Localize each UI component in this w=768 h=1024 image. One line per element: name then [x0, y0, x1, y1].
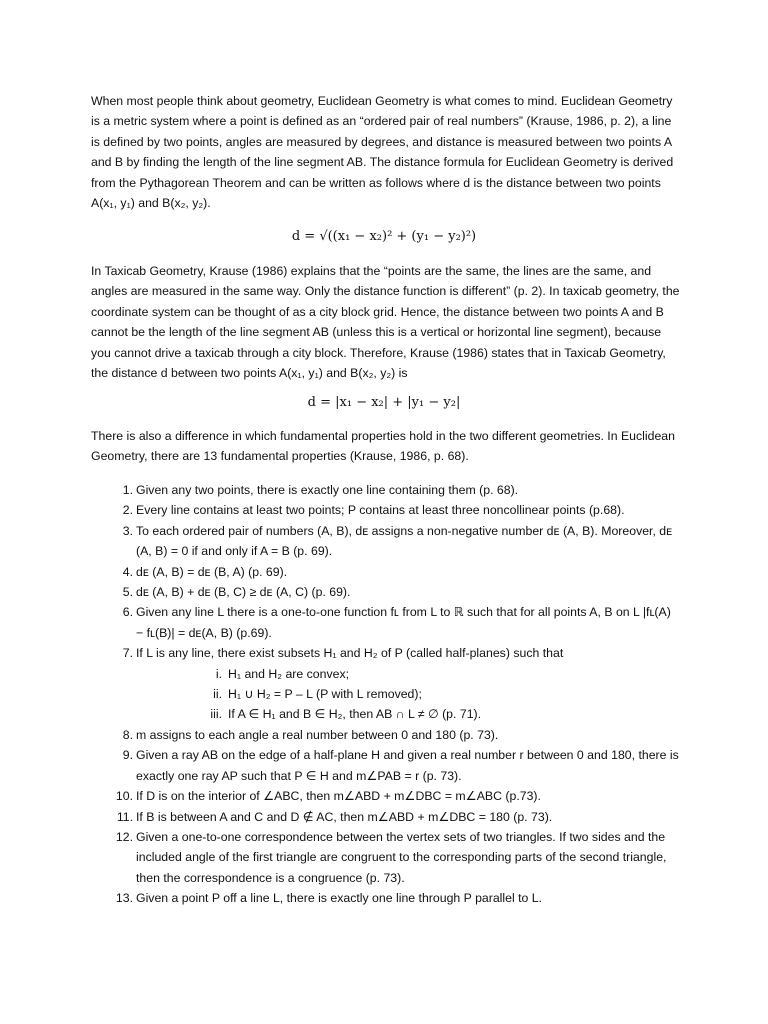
properties-list [91, 480, 681, 909]
list-item: 2. Every line contains at least two points; P contains at least three noncollinear points (p.68). [122, 503, 625, 518]
sublist-item: ii. H₁ ∪ H₂ = P – L (P with L removed); [213, 687, 422, 702]
list-item: 8. m assigns to each angle a real number between 0 and 180 (p. 73). [122, 727, 499, 742]
list-item: 11. If B is between A and C and D ∉ AC, then m∠ABD + m∠DBC = 180 (p. 73). [116, 809, 553, 824]
euclidean-distance-formula: d = √((x₁ − x₂)² + (y₁ − y₂)²) [291, 229, 477, 244]
paragraph-taxicab-intro: In Taxicab Geometry, Krause (1986) explains that the “points are the same, the lines are the same, and angles are measured in the same way. Only the distance function is different” (p. 2). In taxicab geometry, the coordinate system can be thought of as a city block grid. Hence, the distance between two points A and B cannot be the length of the line segment AB (unless this is a vertical or horizontal line segment), because you cannot drive a taxicab through a city block. Therefore, Krause (1986) states that in Taxicab Geometry, the distance d between two points A(x₁, y₁) and B(x₂, y₂) is [91, 264, 680, 381]
paragraph-euclidean-intro: When most people think about geometry, Euclidean Geometry is what comes to mind. Euclidean Geometry is a metric system where a point is defined as an “ordered pair of real numbers” (Krause, 1986, p. 2), a line is defined by two points, angles are measured by degrees, and distance is measured between two points A and B by finding the length of the line segment AB. The distance formula for Euclidean Geometry is derived from the Pythagorean Theorem and can be written as follows where d is the distance between two points A(x₁, y₁) and B(x₂, y₂). [91, 94, 674, 211]
list-item: 5. dᴇ (A, B) + dᴇ (B, C) ≥ dᴇ (A, C) (p. 69). [122, 585, 351, 600]
list-item: 10. If D is on the interior of ∠ABC, then m∠ABD + m∠DBC = m∠ABC (p.73). [115, 789, 541, 804]
list-item: 9. Given a ray AB on the edge of a half-plane H and given a real number r between 0 and 180, there is exactly one ray AP such that P ∈ H and m∠PAB = r (p. 73). [122, 748, 679, 783]
list-item: 1. Given any two points, there is exactly one line containing them (p. 68). [122, 483, 519, 497]
list-item: 4. dᴇ (A, B) = dᴇ (B, A) (p. 69). [122, 564, 288, 579]
paragraph-fundamental-properties: There is also a difference in which fundamental properties hold in the two different geometries. In Euclidean Geometry, there are 13 fundamental properties (Krause, 1986, p. 68). [91, 429, 675, 464]
list-item: 13. Given a point P off a line L, there is exactly one line through P parallel to L. [115, 891, 543, 906]
list-item: 3. To each ordered pair of numbers (A, B), dᴇ assigns a non-negative number dᴇ (A, B). Moreover, dᴇ (A, B) = 0 if and only if A = B (p. 69). [122, 523, 673, 559]
list-item: 7. If L is any line, there exist subsets H₁ and H₂ of P (called half-planes) such that i. H₁ and H₂ are convex; ii. H₁ ∪ H₂ = P – L (P with L removed); iii. If A ∈ H₁ and B ∈ H₂, then AB ∩ L ≠ ∅ (p. 71). [91, 643, 681, 725]
sublist-item: iii. If A ∈ H₁ and B ∈ H₂, then AB ∩ L ≠ ∅ (p. 71). [210, 707, 482, 722]
taxicab-distance-formula: d = |x₁ − x₂| + |y₁ − y₂| [307, 395, 461, 410]
list-item: 6. Given any line L there is a one-to-one function fʟ from L to ℝ such that for all points A, B on L |fʟ(A) − fʟ(B)| = dᴇ(A, B) (p.69). [122, 605, 671, 640]
half-plane-sublist [136, 664, 681, 725]
sublist-item: i. H₁ and H₂ are convex; [215, 666, 350, 681]
list-item: 12. Given a one-to-one correspondence between the vertex sets of two triangles. If two sides and the included angle of the first triangle are congruent to the corresponding parts of the second triangle, then the correspondence is a congruence (p. 73). [115, 829, 667, 885]
